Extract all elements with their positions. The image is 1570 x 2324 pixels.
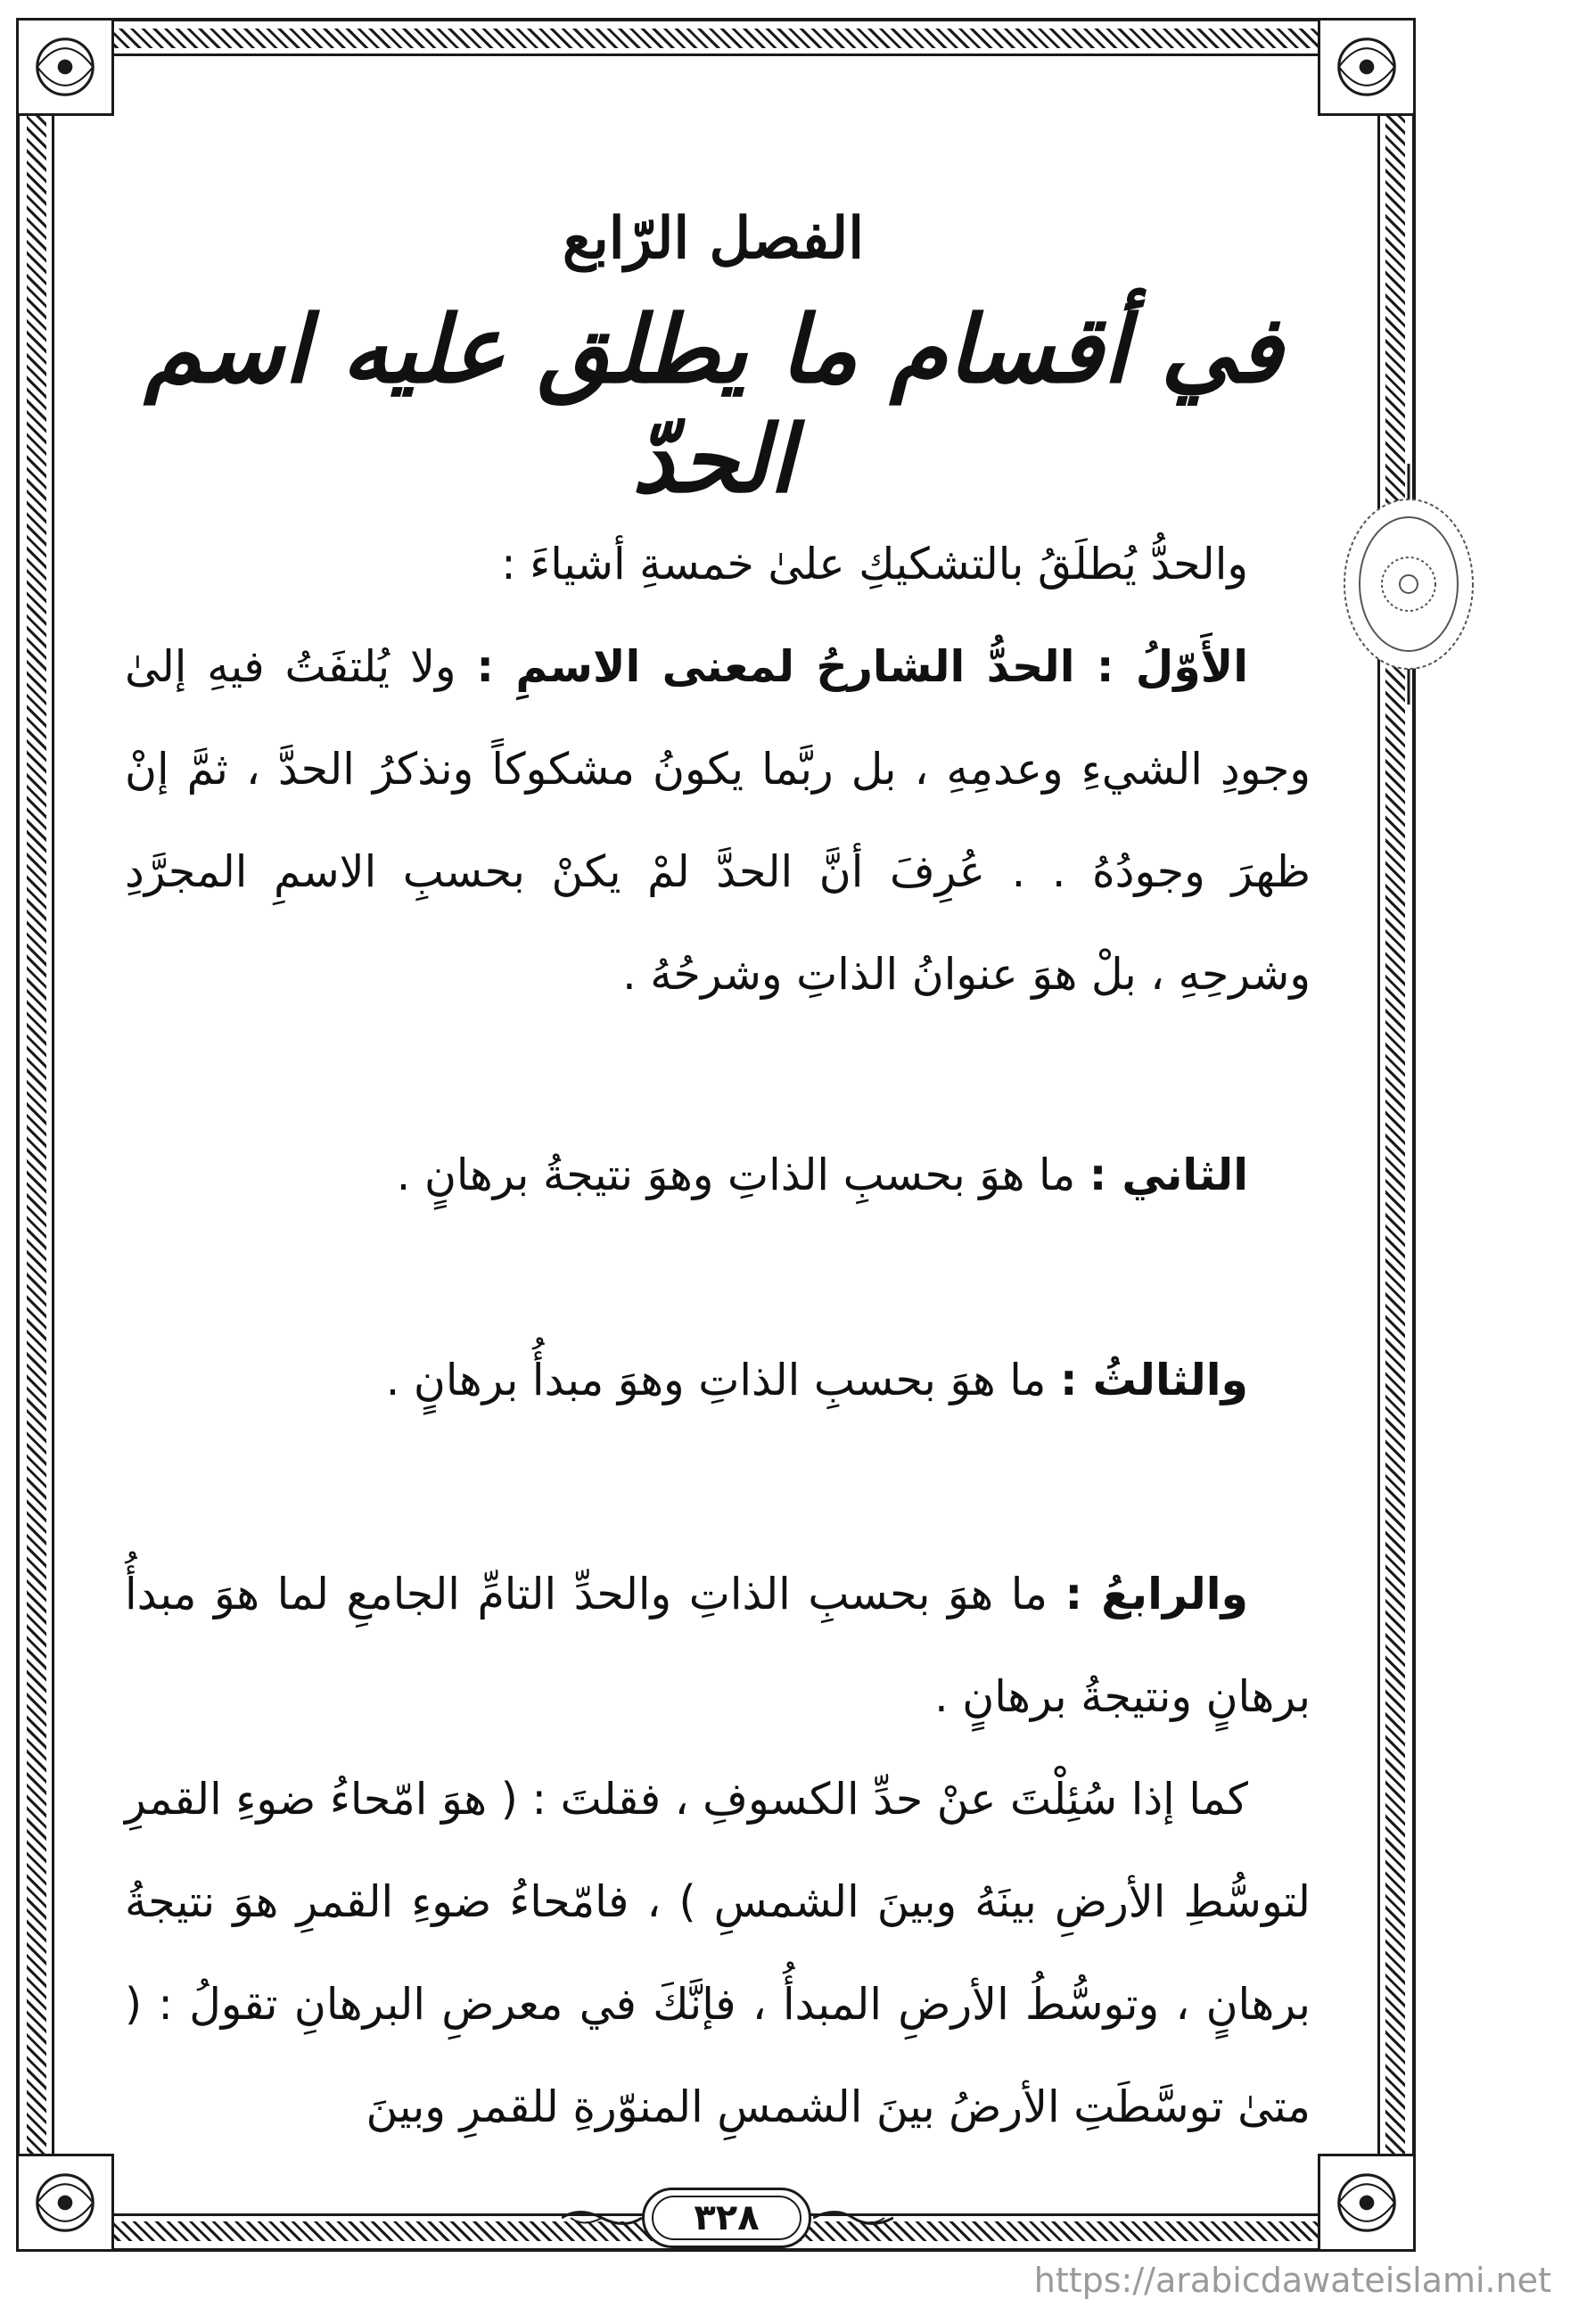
chapter-title: في أقسام ما يطلق عليه اسم الحدّ xyxy=(144,294,1283,514)
page-number-cartouche xyxy=(642,2188,811,2248)
first-definition-text: ولا يُلتفَتُ فيهِ إلىٰ وجودِ الشيءِ وعدمِهِ ، بل ربَّما يكونُ مشكوكاً ونذكرُ الحدَّ ، ثمَّ إنْ ظهرَ وجودُهُ . . عُرِفَ أنَّ الحدَّ لمْ يكنْ بحسبِ الاسمِ المجرَّدِ وشرحِهِ ، بلْ هوَ عنوانُ الذاتِ وشرحُهُ . xyxy=(125,641,1311,1000)
watermark-url[interactable]: https://arabicdawateislami.net xyxy=(1033,2261,1551,2300)
third-definition-paragraph xyxy=(125,1329,1311,1431)
third-definition-lead: والثالثُ : xyxy=(1060,1355,1248,1405)
corner-ornament-top-left xyxy=(16,18,114,116)
second-definition-lead: الثاني : xyxy=(1089,1150,1248,1200)
corner-ornament-bottom-left xyxy=(16,2154,114,2252)
second-definition-text: ما هوَ بحسبِ الذاتِ وهوَ نتيجةُ برهانٍ . xyxy=(396,1150,1076,1200)
corner-ornament-top-right xyxy=(1318,18,1416,116)
example-paragraph: كما إذا سُئِلْتَ عنْ حدِّ الكسوفِ ، فقلتَ : ( هوَ امّحاءُ ضوءِ القمرِ لتوسُّطِ الأرضِ بينَهُ وبينَ الشمسِ ) ، فامّحاءُ ضوءِ القمرِ هوَ نتيجةُ برهانٍ ، وتوسُّطُ الأرضِ المبدأُ ، فإنَّكَ في معرضِ البرهانِ تقولُ : ( متىٰ توسَّطَتِ الأرضُ بينَ الشمسِ المنوّرةِ للقمرِ وبينَ xyxy=(125,1774,1311,2132)
corner-ornament-bottom-right xyxy=(1318,2154,1416,2252)
fourth-definition-lead: والرابعُ : xyxy=(1064,1569,1249,1619)
first-definition-lead: الأَوّلُ : الحدُّ الشارحُ لمعنى الاسمِ : xyxy=(476,641,1249,692)
page-number-flourish-left xyxy=(562,2206,642,2229)
fourth-definition-paragraph xyxy=(125,1543,1311,1748)
third-definition-text: ما هوَ بحسبِ الذاتِ وهوَ مبدأُ برهانٍ . xyxy=(385,1355,1047,1405)
fourth-definition-text: ما هوَ بحسبِ الذاتِ والحدِّ التامِّ الجامعِ لما هوَ مبدأُ برهانٍ ونتيجةُ برهانٍ . xyxy=(125,1569,1311,1722)
first-definition-paragraph xyxy=(125,615,1311,1026)
body-text xyxy=(125,513,1311,2158)
side-medallion-ornament xyxy=(1337,464,1480,705)
paragraph-gap xyxy=(125,1026,1311,1124)
page-number: ٣٢٨ xyxy=(652,2196,801,2240)
intro-paragraph: والحدُّ يُطلَقُ بالتشكيكِ علىٰ خمسةِ أشياءَ : xyxy=(501,539,1248,589)
page-number-flourish-right xyxy=(813,2206,893,2229)
paragraph-gap xyxy=(125,1226,1311,1329)
second-definition-paragraph xyxy=(125,1124,1311,1226)
paragraph-gap xyxy=(125,1431,1311,1543)
chapter-heading: الفصل الرّابع xyxy=(562,205,865,272)
